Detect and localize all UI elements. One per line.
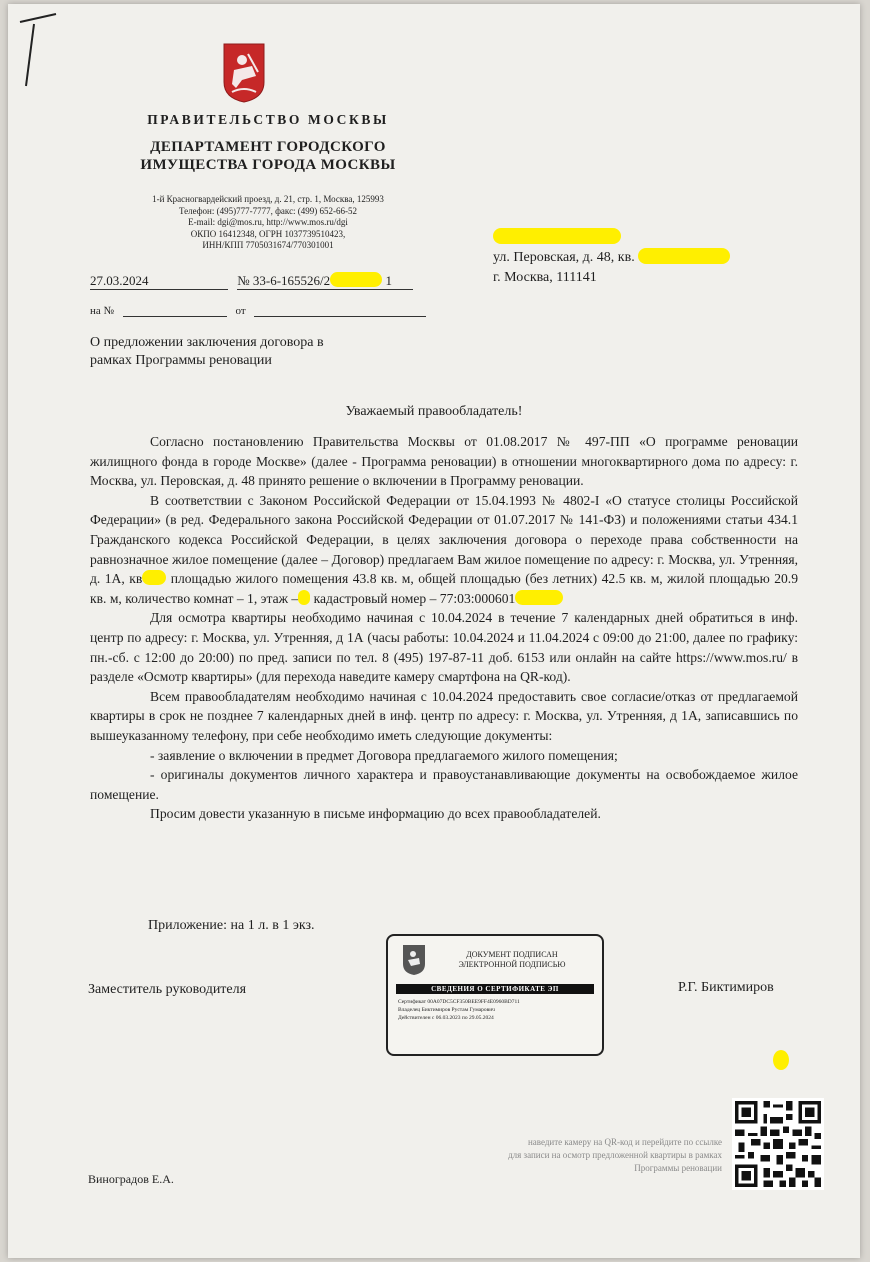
appendix-note: Приложение: на 1 л. в 1 экз. [148, 918, 315, 933]
executor-name: Виноградов Е.А. [88, 1172, 174, 1186]
paragraph-4: Всем правообладателям необходимо начиная с 10.04.2024 предоставить свое согласие/отказ от предлагаемой квартиры в срок не позднее 7 календарных дней в инф. центр по адресу: г. Москва, ул. Утренняя, д 1А, записавшись по вышеуказанному телефону, при себе необходимо иметь следующие документы: [90, 688, 798, 743]
paragraph-1: Согласно постановлению Правительства Москвы от 01.08.2017 № 497-ПП «О программе реновации жилищного фонда в городе Москве» (далее - Программа реновации) в отношении многоквартирного дома по адресу: г. Москва, ул. Перовская, д. 48 принято решение о включении в Программу реновации. [90, 434, 798, 489]
signer-name: Р.Г. Биктимиров [678, 980, 774, 995]
qr-instructions: наведите камеру на QR-код и перейдите по ссылке для записи на осмотр предложенной квартиры в рамках Программы реновации [508, 1137, 722, 1173]
document-item-1: - заявление о включении в предмет Договора предлагаемого жилого помещения; [150, 747, 618, 763]
na-label: на № [90, 305, 115, 317]
stamp-cert: Сертификат 00A07DC5CF350BEE9FF4E0960BD711 [398, 999, 520, 1005]
stamp-cert-header: СВЕДЕНИЯ О СЕРТИФИКАТЕ ЭП [396, 984, 594, 994]
redacted-number [330, 272, 382, 287]
stamp-title-2: ЭЛЕКТРОННОЙ ПОДПИСЬЮ [458, 960, 566, 969]
stamp-title-1: ДОКУМЕНТ ПОДПИСАН [466, 950, 558, 959]
redacted-name [493, 228, 621, 244]
greeting: Уважаемый правообладатель! [345, 404, 523, 419]
qr-code-icon[interactable] [732, 1098, 824, 1190]
recipient-block [493, 228, 730, 288]
redacted-apartment-number [142, 570, 166, 585]
signer-position: Заместитель руководителя [88, 982, 247, 997]
paragraph-5: Просим довести указанную в письме информацию до всех правообладателей. [150, 806, 601, 822]
coat-of-arms-icon [402, 944, 426, 976]
letter-reference: 27.03.2024 № 33-6-165526/2 1 [90, 272, 413, 290]
ot-label: от [235, 305, 246, 317]
letter-date: 27.03.2024 [90, 273, 228, 290]
recipient-city: г. Москва, 111141 [493, 270, 597, 285]
redaction-dot [773, 1050, 789, 1070]
reply-reference [90, 304, 426, 317]
government-title: ПРАВИТЕЛЬСТВО МОСКВЫ [147, 112, 389, 127]
moscow-coat-of-arms-icon [222, 42, 266, 104]
stamp-owner: Владелец Биктимиров Рустам Гумарович [398, 1007, 495, 1013]
letter-subject: О предложении заключения договора в рамках Программы реновации [90, 335, 324, 368]
redacted-apartment [638, 248, 730, 264]
letter-body [90, 432, 798, 824]
paragraph-3: Для осмотра квартиры необходимо начиная с 10.04.2024 в течение 7 календарных дней обратиться в инф. центр по адресу: г. Москва, ул. Утренняя, д 1А (часы работы: 10.04.2024 и 11.04.2024 с 09:00 до 21:00, далее по графику: пн.-сб. с 12:00 до 20:00) по пред. записи по тел. 8 (495) 197-87-11 доб. 6153 или онлайн на сайте https://www.mos.ru/ в разделе «Осмотр квартиры» (для перехода наведите камеру смартфона на QR-код). [90, 610, 798, 685]
department-contacts: 1-й Красногвардейский проезд, д. 21, стр. 1, Москва, 125993 Телефон: (495)777-7777, факс: (499) 652-66-52 E-mail: dgi@mos.ru, http://www.mos.ru/dgi ОКПО 16412348, ОГРН 1037739510423, ИНН/КПП 7705031674/770301001 [152, 194, 384, 250]
redacted-cadastral [515, 590, 563, 605]
redacted-floor [298, 590, 310, 605]
letter-page [8, 4, 860, 1258]
paragraph-2: В соответствии с Законом Российской Федерации от 15.04.1993 № 4802-I «О статусе столицы Российской Федерации» (в ред. Федерального закона Российской Федерации от 01.07.2017 № 141-ФЗ) и положениями статьи 434.1 Гражданского кодекса Российской Федерации, в целях заключения договора о переходе права собственности на равнозначное жилое помещение (далее – Договор) предлагаем Вам жилое помещение по адресу: г. Москва, ул. Утренняя, д. 1А, кв площадью жилого помещения 43.8 кв. м, общей площадью (без летних) 42.5 кв. м, жилой площадью 20.9 кв. м, количество комнат – 1, этаж – кадастровый номер – 77:03:000601 [90, 492, 798, 606]
letter-number: № 33-6-165526/2 [237, 273, 331, 288]
recipient-street: ул. Перовская, д. 48, кв. [493, 250, 635, 265]
department-title: ДЕПАРТАМЕНТ ГОРОДСКОГО ИМУЩЕСТВА ГОРОДА МОСКВЫ [140, 139, 396, 173]
stamp-valid: Действителен с 06.03.2023 по 29.05.2024 [398, 1015, 494, 1021]
document-item-2: - оригиналы документов личного характера и правоустанавливающие документы на освобождаемое жилое помещение. [90, 767, 798, 802]
handwritten-mark [18, 10, 62, 90]
electronic-signature-stamp [386, 934, 604, 1056]
